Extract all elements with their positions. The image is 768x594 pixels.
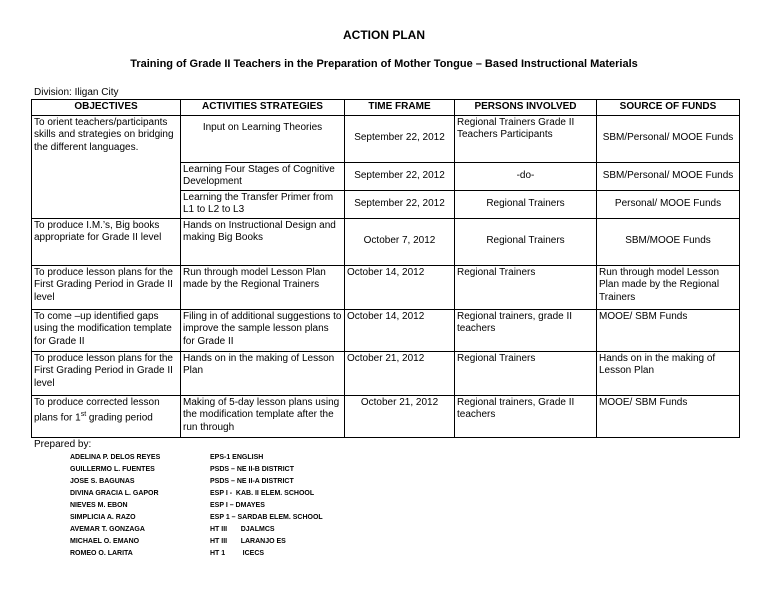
list-item [70, 476, 323, 488]
document-title: ACTION PLAN [343, 28, 425, 42]
list-item [70, 512, 323, 524]
objective-text-end: grading period [86, 412, 153, 424]
activity-cell: Hands on in the making of Lesson Plan [181, 351, 345, 395]
signatory-role: ESP 1 – SARDAB ELEM. SCHOOL [210, 514, 323, 521]
time-cell: October 21, 2012 [345, 395, 455, 437]
funds-cell: MOOE/ SBM Funds [597, 309, 740, 351]
signatory-role: ESP I - KAB. II ELEM. SCHOOL [210, 490, 315, 497]
signatory-role: HT 1 ICECS [210, 550, 265, 557]
document-subtitle: Training of Grade II Teachers in the Preparation of Mother Tongue – Based Instructional Materials [130, 58, 638, 70]
table-row [32, 395, 740, 437]
objective-text: To produce corrected lesson plans for 1 [34, 396, 160, 424]
funds-cell: Hands on in the making of Lesson Plan [597, 351, 740, 395]
funds-cell: SBM/Personal/ MOOE Funds [597, 162, 740, 190]
persons-cell: Regional Trainers [455, 218, 597, 265]
time-cell: October 21, 2012 [345, 351, 455, 395]
header-objectives: OBJECTIVES [32, 100, 181, 116]
funds-cell: Personal/ MOOE Funds [597, 190, 740, 218]
signatory-list [70, 452, 323, 560]
signatory-name: JOSE S. BAGUNAS [70, 478, 135, 485]
time-cell: September 22, 2012 [345, 162, 455, 190]
objective-cell: To come –up identified gaps using the modification template for Grade II [32, 309, 181, 351]
funds-cell: Run through model Lesson Plan made by the Regional Trainers [597, 265, 740, 309]
list-item [70, 464, 323, 476]
table-row [32, 115, 740, 162]
header-time-frame: TIME FRAME [345, 100, 455, 116]
table-row [32, 309, 740, 351]
signatory-role: ESP I – DMAYES [210, 502, 265, 509]
header-persons: PERSONS INVOLVED [455, 100, 597, 116]
activity-cell: Learning the Transfer Primer from L1 to L2 to L3 [181, 190, 345, 218]
table-row [32, 265, 740, 309]
persons-cell: -do- [455, 162, 597, 190]
signatory-role: EPS-1 ENGLISH [210, 454, 264, 461]
activity-cell: Filing in of additional suggestions to improve the sample lesson plans for Grade II [181, 309, 345, 351]
objective-cell: To orient teachers/participants skills and strategies on bridging the different languages. [32, 115, 181, 218]
funds-cell: MOOE/ SBM Funds [597, 395, 740, 437]
persons-cell: Regional Trainers [455, 351, 597, 395]
activity-cell: Hands on Instructional Design and making Big Books [181, 218, 345, 265]
persons-cell: Regional trainers, grade II teachers [455, 309, 597, 351]
persons-cell: Regional Trainers [455, 190, 597, 218]
persons-cell: Regional Trainers [455, 265, 597, 309]
ordinal-suffix: st [80, 411, 87, 418]
division-label: Division: Iligan City [34, 87, 119, 98]
signatory-role: HT III LARANJO ES [210, 538, 286, 545]
signatory-role: PSDS – NE II-A DISTRICT [210, 478, 294, 485]
list-item [70, 536, 323, 548]
table-row [32, 218, 740, 265]
persons-cell: Regional trainers, Grade II teachers [455, 395, 597, 437]
objective-cell: To produce lesson plans for the First Grading Period in Grade II level [32, 265, 181, 309]
signatory-name: SIMPLICIA A. RAZO [70, 514, 136, 521]
list-item [70, 488, 323, 500]
time-cell: September 22, 2012 [345, 190, 455, 218]
time-cell: September 22, 2012 [345, 115, 455, 162]
list-item [70, 524, 323, 536]
list-item [70, 452, 323, 464]
signatory-name: DIVINA GRACIA L. GAPOR [70, 490, 159, 497]
list-item [70, 500, 323, 512]
funds-cell: SBM/MOOE Funds [597, 218, 740, 265]
signatory-role: PSDS – NE II-B DISTRICT [210, 466, 295, 473]
activity-cell: Run through model Lesson Plan made by the Regional Trainers [181, 265, 345, 309]
objective-cell [32, 395, 181, 437]
signatory-name: ROMEO O. LARITA [70, 550, 133, 557]
activity-cell: Input on Learning Theories [181, 115, 345, 162]
header-activities: ACTIVITIES STRATEGIES [181, 100, 345, 116]
signatory-name: ADELINA P. DELOS REYES [70, 454, 161, 461]
signatory-name: MICHAEL O. EMANO [70, 538, 140, 545]
prepared-by-label: Prepared by: [34, 439, 92, 450]
activity-cell: Learning Four Stages of Cognitive Development [181, 162, 345, 190]
time-cell: October 14, 2012 [345, 265, 455, 309]
activity-cell: Making of 5-day lesson plans using the modification template after the run through [181, 395, 345, 437]
signatory-name: NIEVES M. EBON [70, 502, 128, 509]
signatory-role: HT III DJALMCS [210, 526, 275, 533]
signatory-name: AVEMAR T. GONZAGA [70, 526, 145, 533]
funds-cell: SBM/Personal/ MOOE Funds [597, 115, 740, 162]
persons-cell: Regional Trainers Grade II Teachers Participants [455, 115, 597, 162]
table-row [32, 351, 740, 395]
table-header-row [32, 100, 740, 116]
time-cell: October 14, 2012 [345, 309, 455, 351]
list-item [70, 548, 323, 560]
objective-cell: To produce I.M.’s, Big books appropriate for Grade II level [32, 218, 181, 265]
header-funds: SOURCE OF FUNDS [597, 100, 740, 116]
action-plan-table [31, 99, 740, 438]
time-cell: October 7, 2012 [345, 218, 455, 265]
signatory-name: GUILLERMO L. FUENTES [70, 466, 155, 473]
objective-cell: To produce lesson plans for the First Grading Period in Grade II level [32, 351, 181, 395]
